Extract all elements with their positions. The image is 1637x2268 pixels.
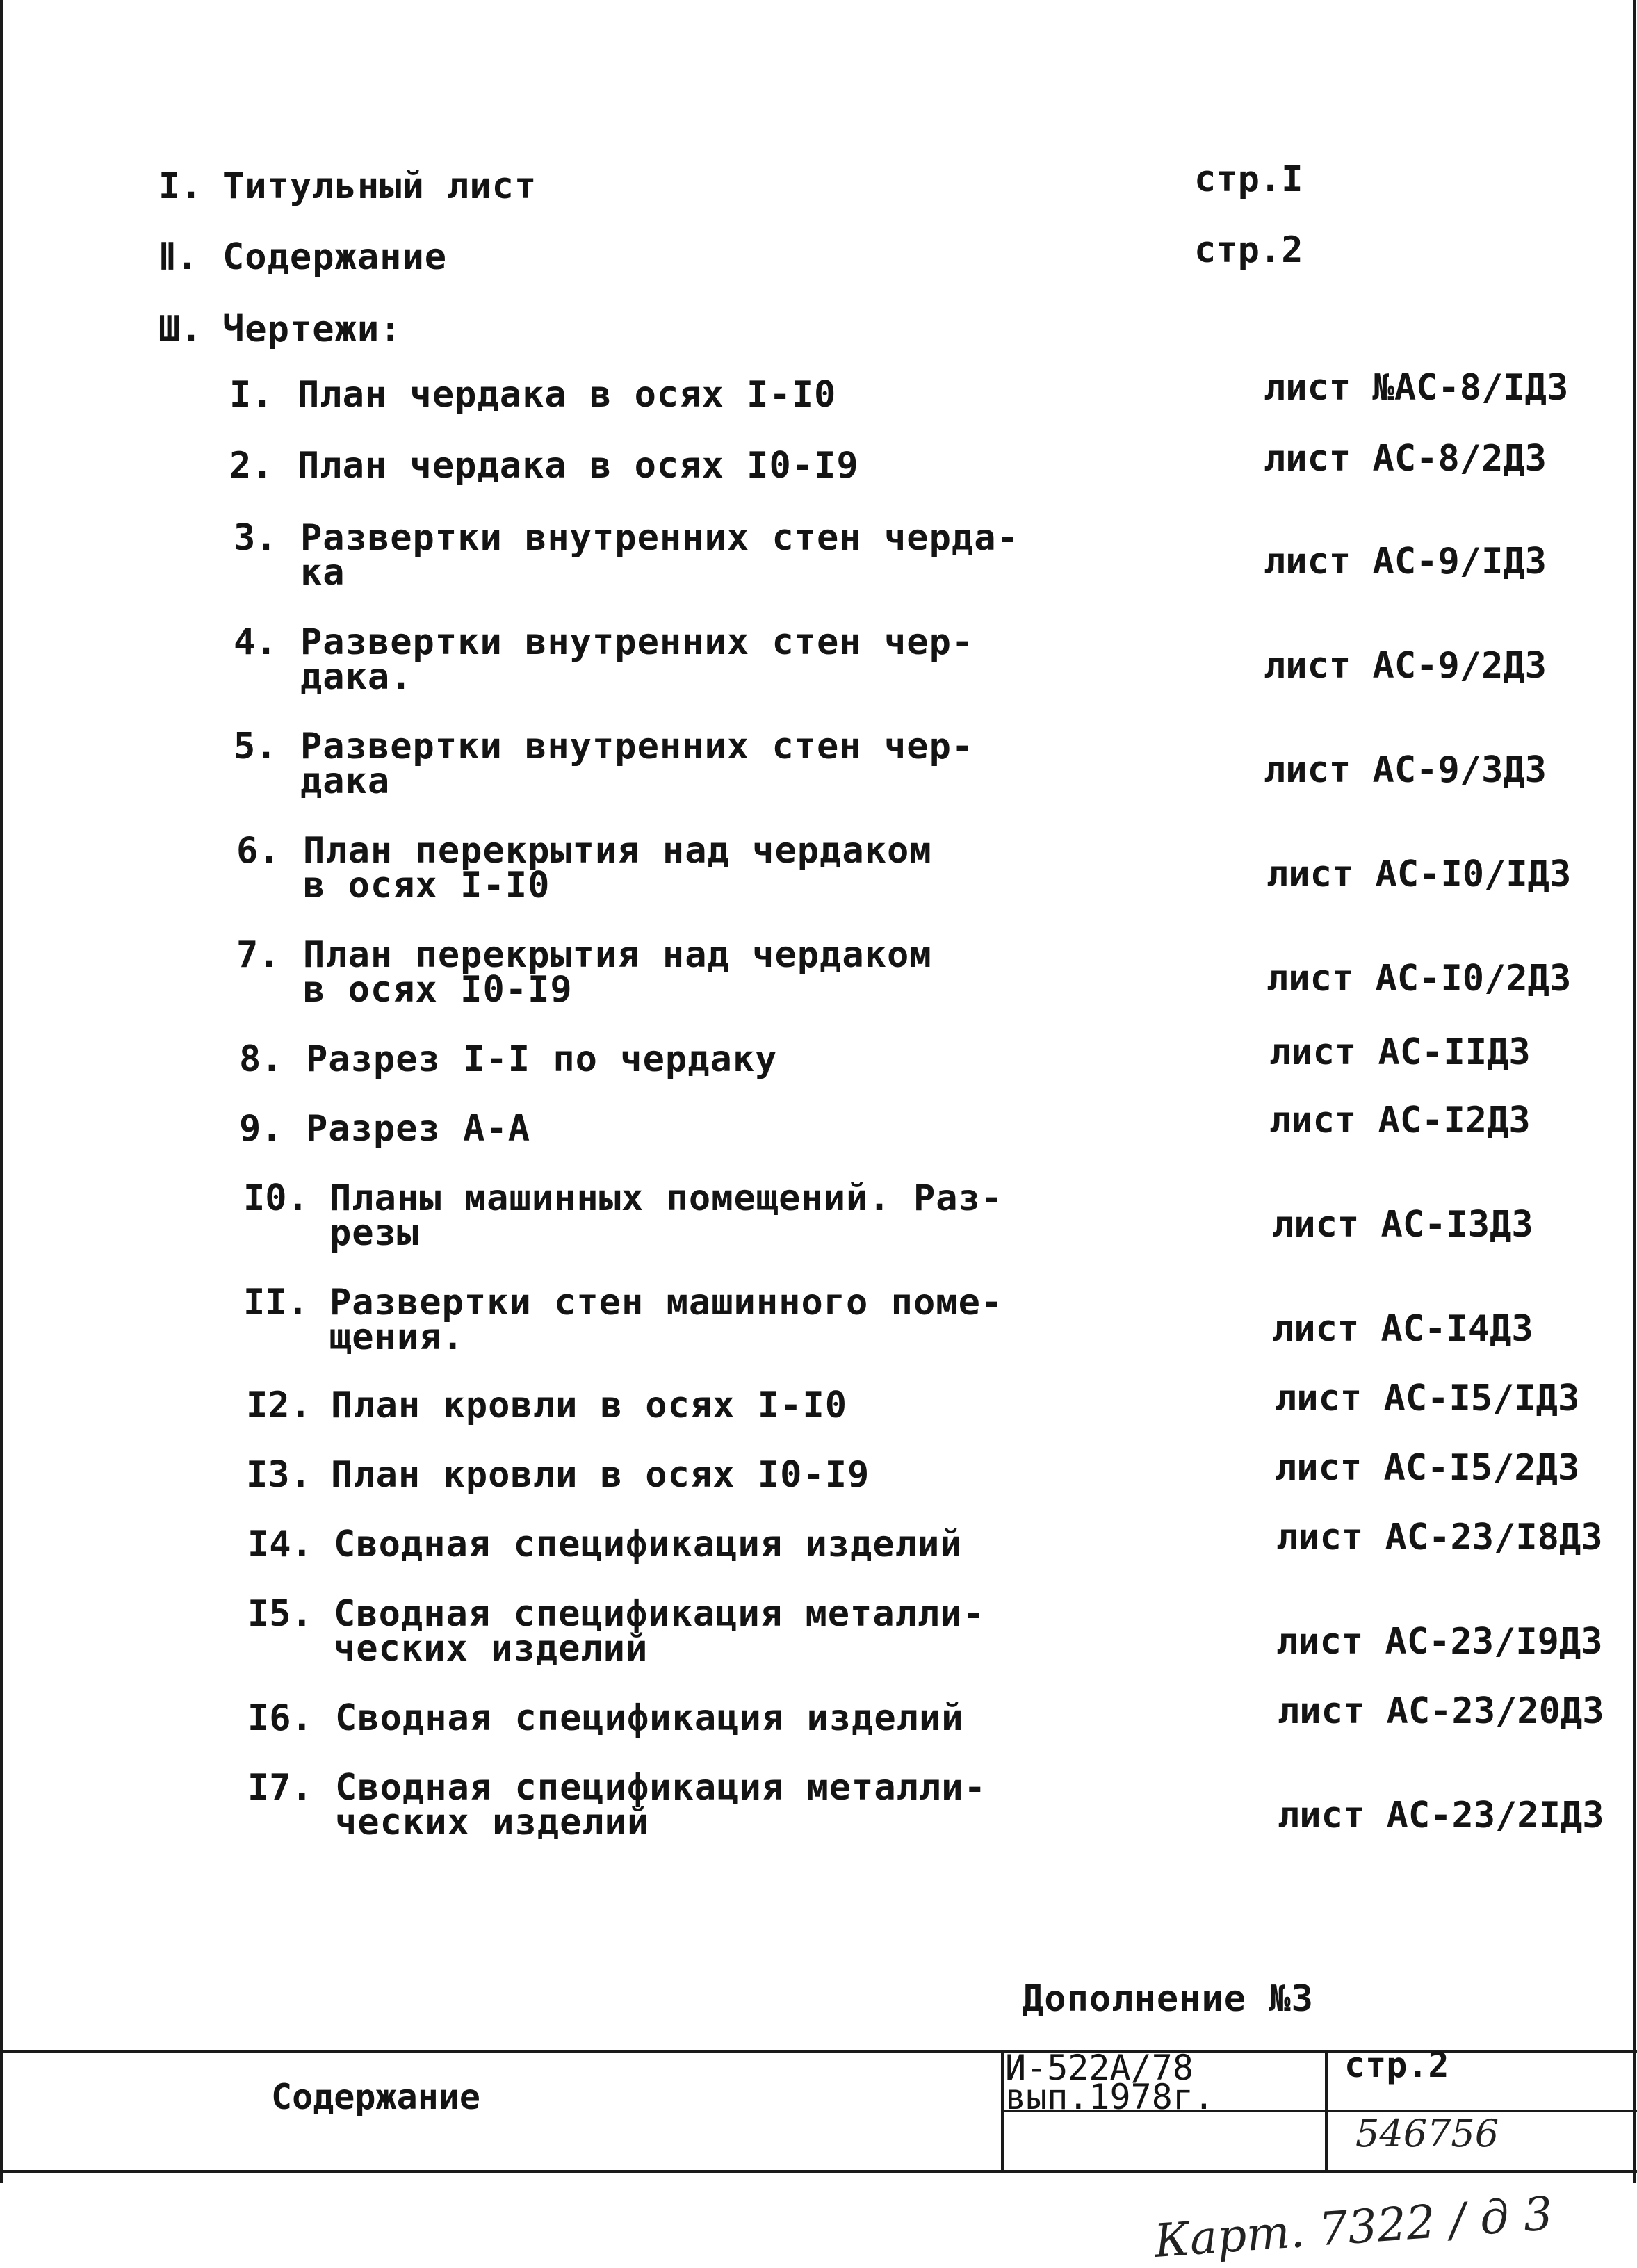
drawing-title-line: щения.: [329, 1316, 464, 1358]
drawing-title-line: резы: [329, 1212, 420, 1254]
drawing-sheet-ref: лист АС-9/IД3: [1264, 541, 1547, 582]
drawing-sheet-ref: лист АС-8/2Д3: [1264, 438, 1547, 480]
drawing-title-line: дака.: [300, 656, 413, 698]
drawing-sheet-ref: лист АС-I2Д3: [1269, 1100, 1531, 1141]
drawing-number: I7.: [247, 1767, 313, 1809]
handwritten-archive-note: Карт. 7322 / д 3: [1153, 2187, 1555, 2268]
drawing-title-line: дака: [300, 760, 391, 802]
drawing-title: План кровли в осях I0-I9: [331, 1454, 870, 1496]
stamp-issue: вып.1978г.: [1005, 2077, 1215, 2117]
drawing-sheet-ref: лист АС-23/I8Д3: [1276, 1517, 1603, 1558]
drawing-title-line: План перекрытия над чердаком: [303, 934, 932, 976]
section-page-ref: стр.2: [1194, 229, 1303, 271]
drawing-sheet-ref: лист АС-23/I9Д3: [1276, 1621, 1603, 1663]
section-title: Содержание: [222, 236, 448, 278]
drawing-number: 3.: [234, 517, 277, 559]
section-page-ref: стр.I: [1194, 158, 1303, 200]
drawing-sheet-ref: лист АС-I3Д3: [1272, 1204, 1533, 1246]
section-number: I.: [158, 165, 202, 207]
drawing-title-line: ческих изделий: [335, 1802, 650, 1843]
drawing-title-line: Планы машинных помещений. Раз-: [329, 1177, 1004, 1219]
drawing-sheet-ref: лист АС-9/2Д3: [1264, 645, 1547, 687]
section-title: Титульный лист: [222, 165, 537, 207]
drawing-sheet-ref: лист АС-I0/2Д3: [1267, 958, 1572, 1000]
stamp-bottom-rule: [0, 2170, 1637, 2173]
drawing-number: 9.: [239, 1108, 283, 1150]
drawing-sheet-ref: лист АС-IIД3: [1269, 1031, 1531, 1073]
section-title: Чертежи:: [222, 309, 402, 350]
drawing-title-line: ка: [300, 552, 345, 594]
stamp-page-number: стр.2: [1344, 2045, 1449, 2085]
drawing-number: I.: [229, 374, 273, 416]
drawing-number: II.: [243, 1282, 309, 1323]
section-number: Ⅱ.: [158, 236, 198, 278]
page-frame-right: [1633, 0, 1636, 2183]
drawing-sheet-ref: лист АС-I5/IД3: [1275, 1378, 1580, 1419]
drawing-number: I6.: [247, 1697, 313, 1739]
drawing-title-line: в осях I0-I9: [303, 969, 573, 1011]
drawing-number: I4.: [247, 1524, 313, 1565]
stamp-divider-right: [1325, 2050, 1328, 2173]
drawing-sheet-ref: лист АС-23/2IД3: [1278, 1795, 1604, 1836]
drawing-title: Разрез А-А: [306, 1108, 531, 1150]
drawing-title-line: Развертки стен машинного поме-: [329, 1282, 1004, 1323]
drawing-number: 2.: [229, 445, 273, 487]
drawing-title-line: ческих изделий: [334, 1628, 649, 1670]
drawing-sheet-ref: лист АС-I0/IД3: [1267, 854, 1572, 895]
drawing-sheet-ref: лист АС-9/3Д3: [1264, 749, 1547, 791]
drawing-title: Сводная спецификация изделий: [335, 1697, 964, 1739]
drawing-sheet-ref: лист АС-I5/2Д3: [1275, 1447, 1580, 1489]
drawing-number: I0.: [243, 1177, 309, 1219]
drawing-number: 8.: [239, 1038, 283, 1080]
drawing-title-line: в осях I-I0: [303, 865, 551, 906]
addendum-label: Дополнение №3: [1022, 1978, 1314, 2020]
drawing-title-line: Развертки внутренних стен черда-: [300, 517, 1019, 559]
drawing-sheet-ref: лист №АС-8/IД3: [1264, 367, 1569, 409]
drawing-title-line: Сводная спецификация металли-: [334, 1593, 985, 1635]
stamp-document-title: Содержание: [271, 2077, 481, 2117]
drawing-number: I2.: [246, 1385, 311, 1426]
drawing-number: 4.: [234, 621, 277, 663]
drawing-sheet-ref: лист АС-23/20Д3: [1278, 1690, 1604, 1732]
drawing-number: 7.: [236, 934, 280, 976]
drawing-number: 6.: [236, 830, 280, 872]
page-frame-left: [0, 0, 3, 2183]
drawing-number: 5.: [234, 726, 277, 767]
stamp-divider-left: [1001, 2050, 1004, 2173]
drawing-title: Сводная спецификация изделий: [334, 1524, 963, 1565]
section-number: Ш.: [158, 309, 202, 350]
drawing-title-line: План перекрытия над чердаком: [303, 830, 932, 872]
drawing-title-line: Развертки внутренних стен чер-: [300, 621, 975, 663]
drawing-title-line: Сводная спецификация металли-: [335, 1767, 986, 1809]
drawing-title: План кровли в осях I-I0: [331, 1385, 848, 1426]
drawing-title: План чердака в осях I-I0: [298, 374, 837, 416]
drawing-title: Разрез I-I по чердаку: [306, 1038, 778, 1080]
drawing-title: План чердака в осях I0-I9: [298, 445, 859, 487]
drawing-sheet-ref: лист АС-I4Д3: [1272, 1308, 1533, 1350]
drawing-number: I3.: [246, 1454, 311, 1496]
stamp-inventory-number: 546756: [1355, 2112, 1499, 2155]
drawing-title-line: Развертки внутренних стен чер-: [300, 726, 975, 767]
drawing-number: I5.: [247, 1593, 313, 1635]
stamp-series-code: И-522А/78: [1005, 2048, 1194, 2088]
